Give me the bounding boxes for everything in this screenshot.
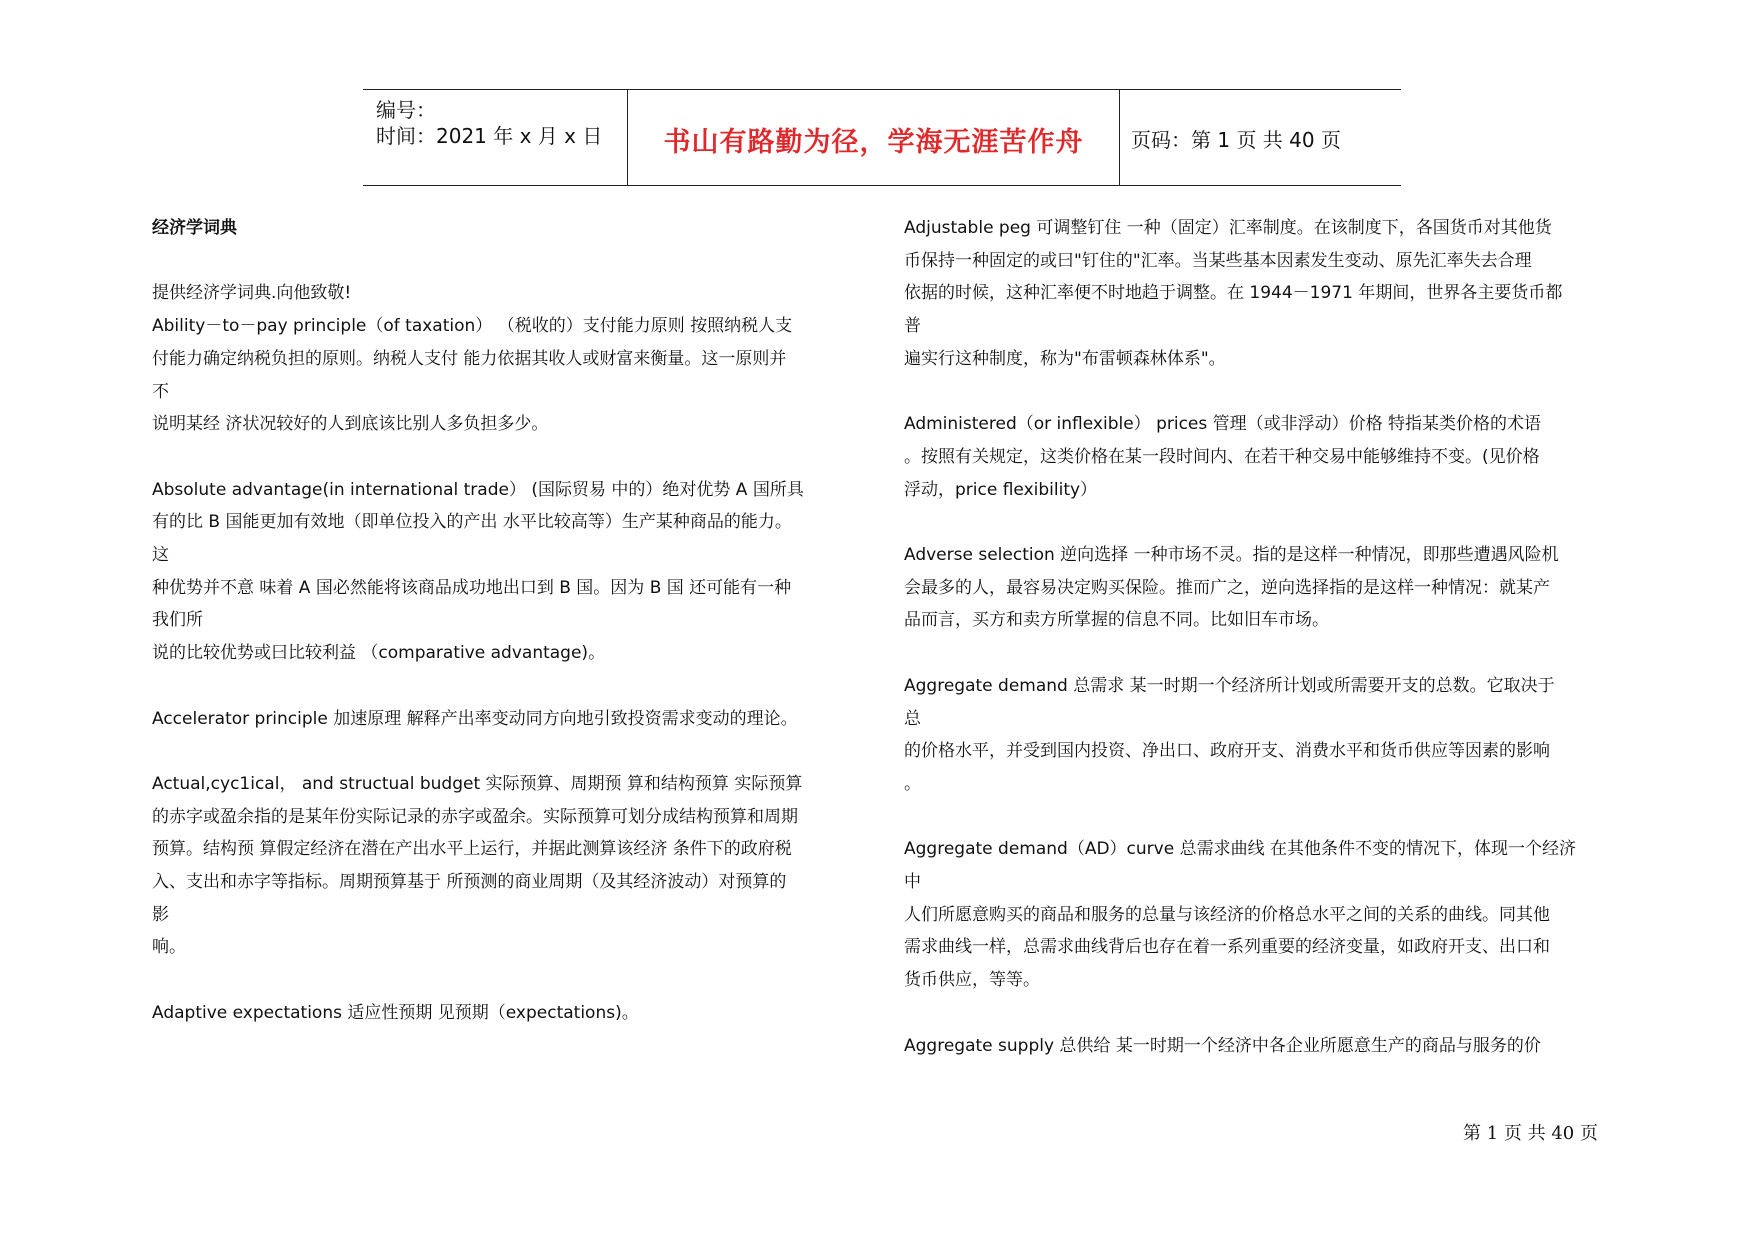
text-line: Administered（or inflexible） prices 管理（或非浮动）价格 特指某类价格的术语	[904, 414, 1542, 435]
text-line: 浮动，price flexibility）	[904, 479, 1098, 500]
text-line: 需求曲线一样，总需求曲线背后也存在着一系列重要的经济变量，如政府开支、出口和	[904, 937, 1550, 958]
blank-line	[152, 670, 864, 703]
text-line: Adaptive expectations 适应性预期 见预期（expectations)。	[152, 1002, 639, 1023]
text-line: 货币供应，等等。	[904, 970, 1040, 991]
text-line: 有的比 B 国能更加有效地（即单位投入的产出 水平比较高等）生产某种商品的能力。	[152, 512, 792, 533]
header-motto: 书山有路勤为径，学海无涯苦作舟	[663, 127, 1084, 158]
text-line: 预算。结构预 算假定经济在潜在产出水平上运行，并据此测算该经济 条件下的政府税	[152, 839, 792, 860]
text-line: 入、支出和赤字等指标。周期预算基于 所预测的商业周期（及其经济波动）对预算的	[152, 872, 787, 892]
text-line: 不	[152, 381, 169, 402]
text-line: 依据的时候，这种汇率便不时地趋于调整。在 1944－1971 年期间，世界各主要货币都	[904, 283, 1563, 304]
text-line: 付能力确定纳税负担的原则。纳税人支付 能力依据其收人或财富来衡量。这一原则并	[152, 348, 787, 369]
text-line: Actual,cyc1ical， and structual budget 实际预算、周期预 算和结构预算 实际预算	[152, 773, 803, 794]
text-line: Absolute advantage(in international trade） (国际贸易 中的）绝对优势 A 国所具	[152, 479, 804, 500]
text-line: 。按照有关规定，这类价格在某一段时间内、在若干种交易中能够维持不变。(见价格	[904, 446, 1540, 467]
text-line: Aggregate demand 总需求 某一时期一个经济所计划或所需要开支的总数。它取决于	[904, 675, 1555, 696]
text-line: 普	[904, 316, 921, 337]
text-line: Adverse selection 逆向选择 一种市场不灵。指的是这样一种情况，即那些遭遇风险机	[904, 545, 1559, 565]
blank-line	[152, 735, 864, 768]
blank-line	[904, 376, 1616, 409]
text-line: Aggregate demand（AD）curve 总需求曲线 在其他条件不变的情况下，体现一个经济	[904, 839, 1576, 860]
right-column	[904, 212, 1616, 1062]
header-motto-cell	[627, 90, 1120, 185]
text-line: 提供经济学词典.向他致敬!	[152, 283, 352, 304]
text-line: 我们所	[152, 610, 203, 631]
text-line: 的赤字或盈余指的是某年份实际记录的赤字或盈余。实际预算可划分成结构预算和周期	[152, 806, 798, 827]
text-line: 响。	[152, 937, 186, 958]
text-line: 说明某经 济状况较好的人到底该比别人多负担多少。	[152, 414, 549, 435]
document-time-label: 时间：2021 年 x 月 x 日	[376, 124, 603, 148]
blank-line	[152, 245, 864, 278]
text-line: 总	[904, 708, 921, 729]
left-column	[152, 212, 864, 1030]
blank-line	[904, 997, 1616, 1030]
text-line: Ability－to－pay principle（of taxation） （税收的）支付能力原则 按照纳税人支	[152, 316, 793, 337]
text-line: 品而言，买方和卖方所掌握的信息不同。比如旧车市场。	[904, 610, 1329, 631]
page-footer: 第 1 页 共 40 页	[1463, 1123, 1598, 1144]
text-line: 会最多的人，最容易决定购买保险。推而广之，逆向选择指的是这样一种情况：就某产	[904, 577, 1550, 598]
text-line: 。	[904, 773, 921, 794]
text-line: 这	[152, 545, 169, 565]
header-page-cell	[1119, 90, 1401, 185]
text-line: 的价格水平，并受到国内投资、净出口、政府开支、消费水平和货币供应等因素的影响	[904, 741, 1550, 762]
text-line: 人们所愿意购买的商品和服务的总量与该经济的价格总水平之间的关系的曲线。同其他	[904, 904, 1550, 925]
text-line: 说的比较优势或曰比较利益 （comparative advantage)。	[152, 643, 606, 664]
text-line: 中	[904, 872, 921, 892]
text-line: 种优势并不意 味着 A 国必然能将该商品成功地出口到 B 国。因为 B 国 还可能有一种	[152, 577, 792, 598]
blank-line	[904, 506, 1616, 539]
document-header	[363, 89, 1401, 186]
blank-line	[904, 637, 1616, 670]
text-line: 经济学词典	[152, 218, 237, 238]
blank-line	[152, 964, 864, 997]
text-line: Adjustable peg 可调整钉住 一种（固定）汇率制度。在该制度下，各国货币对其他货	[904, 218, 1552, 238]
text-line: 币保持一种固定的或曰"钉住的"汇率。当某些基本因素发生变动、原先汇率失去合理	[904, 250, 1532, 271]
text-line: 遍实行这种制度，称为"布雷顿森林体系"。	[904, 348, 1226, 369]
text-line: 影	[152, 904, 169, 925]
text-line: Accelerator principle 加速原理 解释产出率变动同方向地引致投资需求变动的理论。	[152, 708, 798, 729]
header-info-cell	[363, 90, 627, 185]
blank-line	[152, 441, 864, 474]
blank-line	[904, 801, 1616, 834]
document-number-label: 编号：	[376, 98, 436, 122]
text-line: Aggregate supply 总供给 某一时期一个经济中各企业所愿意生产的商品与服务的价	[904, 1035, 1541, 1056]
header-page-number: 页码：第 1 页 共 40 页	[1131, 128, 1341, 152]
